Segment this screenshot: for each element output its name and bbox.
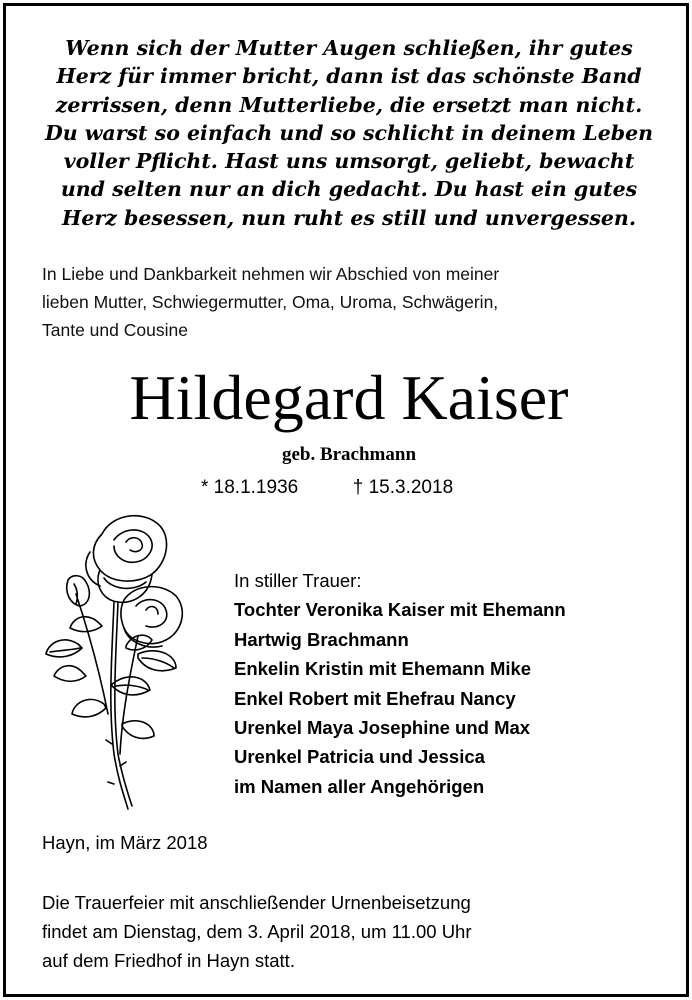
- intro-line: lieben Mutter, Schwiegermutter, Oma, Uroma, Schwägerin,: [42, 292, 499, 312]
- birth-name: geb. Brachmann: [281, 444, 417, 465]
- poem-line: Du warst so einfach und so schlicht in deinem Leben: [44, 120, 654, 145]
- rose-icon: [42, 504, 192, 814]
- service-line: auf dem Friedhof in Hayn statt.: [42, 950, 295, 971]
- mourner-line: Enkelin Kristin mit Ehemann Mike: [234, 658, 532, 680]
- obituary-frame: [3, 3, 689, 997]
- life-dates: [201, 474, 521, 502]
- poem-line: voller Pflicht. Hast uns umsorgt, geliebt, bewacht: [63, 149, 635, 174]
- deceased-name: Hildegard Kaiser: [129, 362, 569, 433]
- mourner-line: Hartwig Brachmann: [234, 628, 409, 650]
- poem-line: zerrissen, denn Mutterliebe, die ersetzt man nicht.: [55, 92, 643, 117]
- poem: [6, 34, 692, 232]
- birth-date: * 18.1.1936: [201, 477, 299, 498]
- mourner-line: Urenkel Patricia und Jessica: [234, 746, 485, 768]
- poem-line: und selten nur an dich gedacht. Du hast ein gutes: [60, 177, 638, 202]
- service-info: [42, 888, 662, 975]
- poem-line: Herz besessen, nun ruht es still und unvergessen.: [62, 205, 636, 230]
- poem-line: Herz für immer bricht, dann ist das schönste Band: [56, 64, 642, 89]
- mourners-lead: In stiller Trauer:: [234, 570, 362, 591]
- service-line: findet am Dienstag, dem 3. April 2018, um 11.00 Uhr: [42, 921, 472, 942]
- intro-text: [42, 260, 662, 344]
- intro-line: In Liebe und Dankbarkeit nehmen wir Abschied von meiner: [42, 264, 500, 284]
- intro-line: Tante und Cousine: [42, 320, 188, 340]
- mourner-line: Urenkel Maya Josephine und Max: [234, 717, 531, 739]
- place-date: Hayn, im März 2018: [42, 832, 208, 853]
- death-date: † 15.3.2018: [352, 477, 454, 498]
- poem-line: Wenn sich der Mutter Augen schließen, ihr gutes: [65, 36, 633, 60]
- mourners-block: [234, 566, 674, 801]
- mourner-line: Enkel Robert mit Ehefrau Nancy: [234, 687, 516, 709]
- service-line: Die Trauerfeier mit anschließender Urnenbeisetzung: [42, 892, 471, 913]
- mourner-line: Tochter Veronika Kaiser mit Ehemann: [234, 599, 566, 621]
- mourner-line: im Namen aller Angehörigen: [234, 775, 485, 797]
